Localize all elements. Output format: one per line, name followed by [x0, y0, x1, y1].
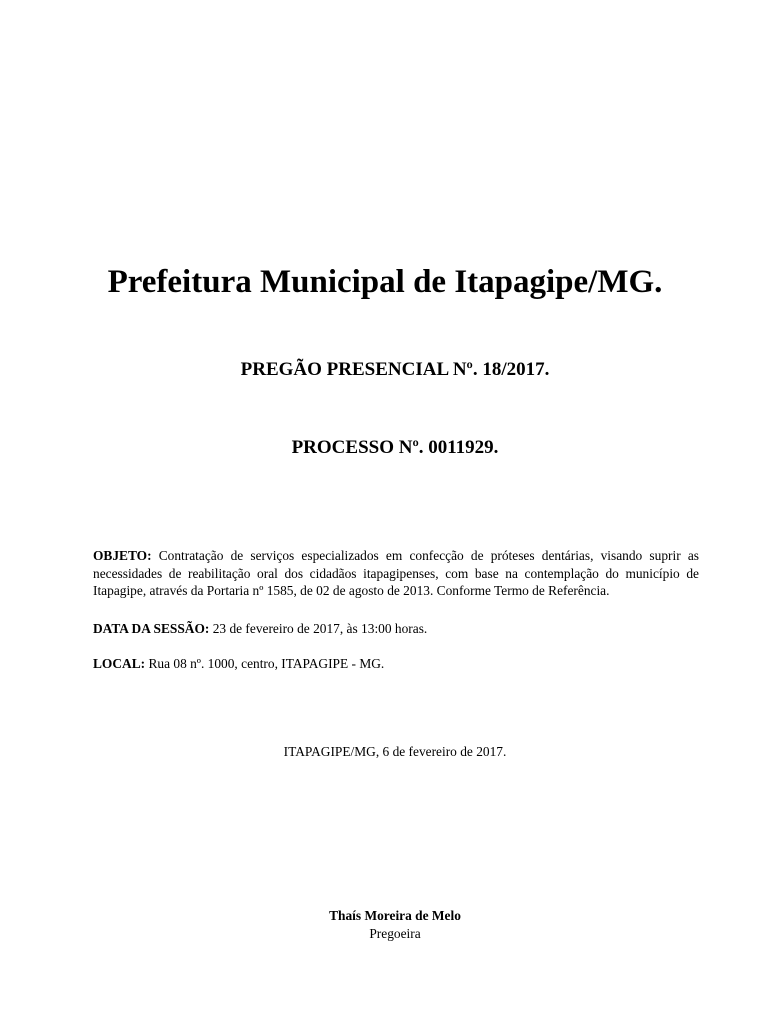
signer-role: Pregoeira	[369, 926, 421, 941]
objeto-label: OBJETO:	[93, 548, 152, 563]
pregao-heading: PREGÃO PRESENCIAL Nº. 18/2017.	[240, 359, 550, 380]
objeto-paragraph	[93, 547, 699, 600]
local-paragraph	[93, 655, 699, 673]
local-text: Rua 08 nº. 1000, centro, ITAPAGIPE - MG.	[148, 656, 385, 671]
document-title: Prefeitura Municipal de Itapagipe/MG.	[107, 264, 663, 300]
data-sessao-text: 23 de fevereiro de 2017, às 13:00 horas.	[212, 621, 428, 636]
signer-name: Thaís Moreira de Melo	[329, 908, 461, 923]
data-sessao-paragraph	[93, 620, 699, 638]
processo-heading: PROCESSO Nº. 0011929.	[291, 437, 499, 458]
city-date: ITAPAGIPE/MG, 6 de fevereiro de 2017.	[283, 744, 507, 759]
local-label: LOCAL:	[93, 656, 146, 671]
data-sessao-label: DATA DA SESSÃO:	[93, 621, 210, 636]
objeto-text: Contratação de serviços especializados em confecção de próteses dentárias, visando suprir as necessidades de reabilitação oral dos cidadãos itapagipenses, com base na contemplação do município de Itapagipe, através da Portaria nº 1585, de 02 de agosto de 2013. Conforme Termo de Referência.	[93, 548, 699, 598]
